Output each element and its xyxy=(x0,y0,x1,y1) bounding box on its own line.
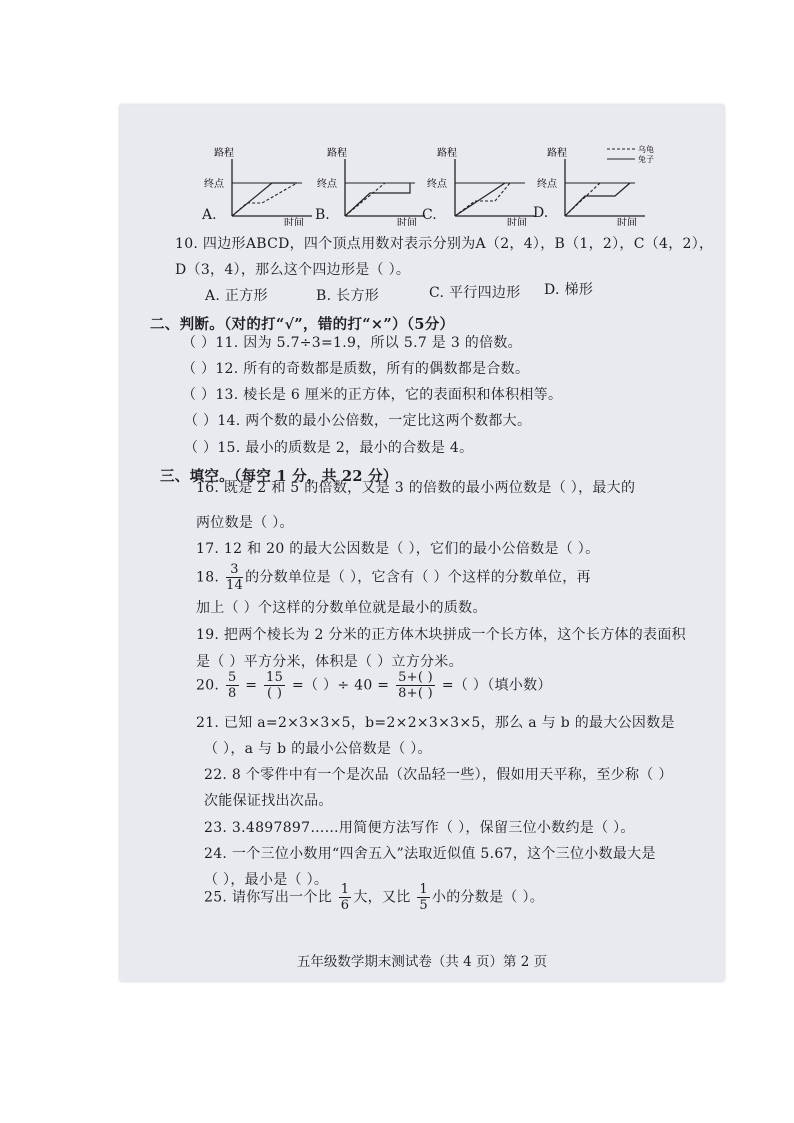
graph-option-a xyxy=(202,141,317,226)
option-a-label: A. xyxy=(202,207,217,223)
q19-line2: 是（ ）平方分米，体积是（ ）立方分米。 xyxy=(196,654,463,670)
q24-line1: 24. 一个三位小数用“四舍五入”法取近似值 5.67，这个三位小数最大是 xyxy=(204,846,656,862)
q25-fraction-1: $\frac{1}{6}$ xyxy=(340,882,350,913)
q16-line2: 两位数是（ ）。 xyxy=(196,515,294,531)
q20: 20. $\frac{5}{8}$ = $\frac{15}{( )}$ =（ ）÷ 40 = $\frac{5+( )}{8+( )}$ =（ ）（填小数） xyxy=(196,670,552,701)
option-d-label: D. xyxy=(533,205,549,221)
q25: 25. 请你写出一个比 $\frac{1}{6}$ 大，又比 $\frac{1}{5}$ 小的分数是（ ）。 xyxy=(204,882,545,913)
q17: 17. 12 和 20 的最大公因数是（ ），它们的最小公倍数是（ ）。 xyxy=(196,541,600,557)
q19-line1: 19. 把两个棱长为 2 分米的正方体木块拼成一个长方体，这个长方体的表面积 xyxy=(196,627,686,643)
svg-text:路程: 路程 xyxy=(327,148,347,159)
q23: 23. 3.4897897……用简便方法写作（ ），保留三位小数约是（ ）。 xyxy=(204,820,635,836)
page-footer: 五年级数学期末测试卷（共 4 页）第 2 页 xyxy=(296,954,548,970)
q16-line1: 16. 既是 2 和 5 的倍数，又是 3 的倍数的最小两位数是（ ），最大的 xyxy=(196,480,636,496)
q25-fraction-2: $\frac{1}{5}$ xyxy=(419,882,428,913)
section2-title: 二、判断。（对的打“√”，错的打“×”）（5分） xyxy=(150,316,455,333)
q10-choice-a: A. 正方形 xyxy=(205,288,268,304)
q10-choice-c: C. 平行四边形 xyxy=(429,285,521,301)
svg-text:路程: 路程 xyxy=(547,148,567,159)
svg-text:路程: 路程 xyxy=(437,148,457,159)
svg-text:时间: 时间 xyxy=(617,218,637,226)
q10-choice-d: D. 梯形 xyxy=(544,282,594,298)
q12: （ ）12. 所有的奇数都是质数，所有的偶数都是合数。 xyxy=(182,361,530,377)
q21-line1: 21. 已知 a=2×3×3×5，b=2×2×3×3×5，那么 a 与 b 的最大公因数是 xyxy=(196,715,675,731)
q24-line2: （ ），最小是（ ）。 xyxy=(204,872,329,888)
q10-choice-b: B. 长方形 xyxy=(316,288,379,304)
q10-line2: D（3，4），那么这个四边形是（ ）。 xyxy=(175,262,411,278)
legend-rabbit: 兔子 xyxy=(638,155,654,164)
legend-tortoise: 乌龟 xyxy=(638,145,654,154)
graph-option-d xyxy=(535,141,685,226)
q11: （ ）11. 因为 5.7÷3=1.9，所以 5.7 是 3 的倍数。 xyxy=(182,335,522,351)
q18-line1: 18. $\frac{3}{14}$ 的分数单位是（ ），它含有（ ）个这样的分数单位，再 xyxy=(196,562,591,593)
q13: （ ）13. 棱长是 6 厘米的正方体，它的表面积和体积相等。 xyxy=(182,387,563,403)
graph-option-b xyxy=(315,141,430,226)
q18-line2: 加上（ ）个这样的分数单位就是最小的质数。 xyxy=(196,600,487,616)
graph-option-c xyxy=(425,141,540,226)
exam-page xyxy=(120,105,724,981)
option-c-label: C. xyxy=(422,207,437,223)
end-label: 终点 xyxy=(204,179,224,190)
q22-line1: 22. 8 个零件中有一个是次品（次品轻一些），假如用天平称，至少称（ ） xyxy=(204,767,673,783)
q20-fraction-3: $\frac{5+( )}{8+( )}$ xyxy=(398,670,434,701)
svg-text:终点: 终点 xyxy=(427,179,447,190)
svg-text:时间: 时间 xyxy=(397,218,417,226)
q10-line1: 10. 四边形ABCD，四个顶点用数对表示分别为A（2，4），B（1，2），C（4，2）， xyxy=(175,236,714,252)
x-axis-label: 时间 xyxy=(284,218,304,226)
section3-title: 三、填空。（每空 1 分，共 22 分） xyxy=(160,468,398,485)
svg-text:时间: 时间 xyxy=(507,218,527,226)
q18-fraction: $\frac{3}{14}$ xyxy=(225,562,244,593)
y-axis-label: 路程 xyxy=(214,148,234,159)
q15: （ ）15. 最小的质数是 2，最小的合数是 4。 xyxy=(184,440,474,456)
q21-line2: （ ），a 与 b 的最小公倍数是（ ）。 xyxy=(204,741,432,757)
svg-text:终点: 终点 xyxy=(537,179,557,190)
svg-text:终点: 终点 xyxy=(317,179,337,190)
option-b-label: B. xyxy=(315,207,330,223)
q14: （ ）14. 两个数的最小公倍数，一定比这两个数都大。 xyxy=(184,413,532,429)
q22-line2: 次能保证找出次品。 xyxy=(204,793,333,809)
q20-fraction-2: $\frac{15}{( )}$ xyxy=(266,670,284,701)
q20-fraction-1: $\frac{5}{8}$ xyxy=(227,670,237,701)
